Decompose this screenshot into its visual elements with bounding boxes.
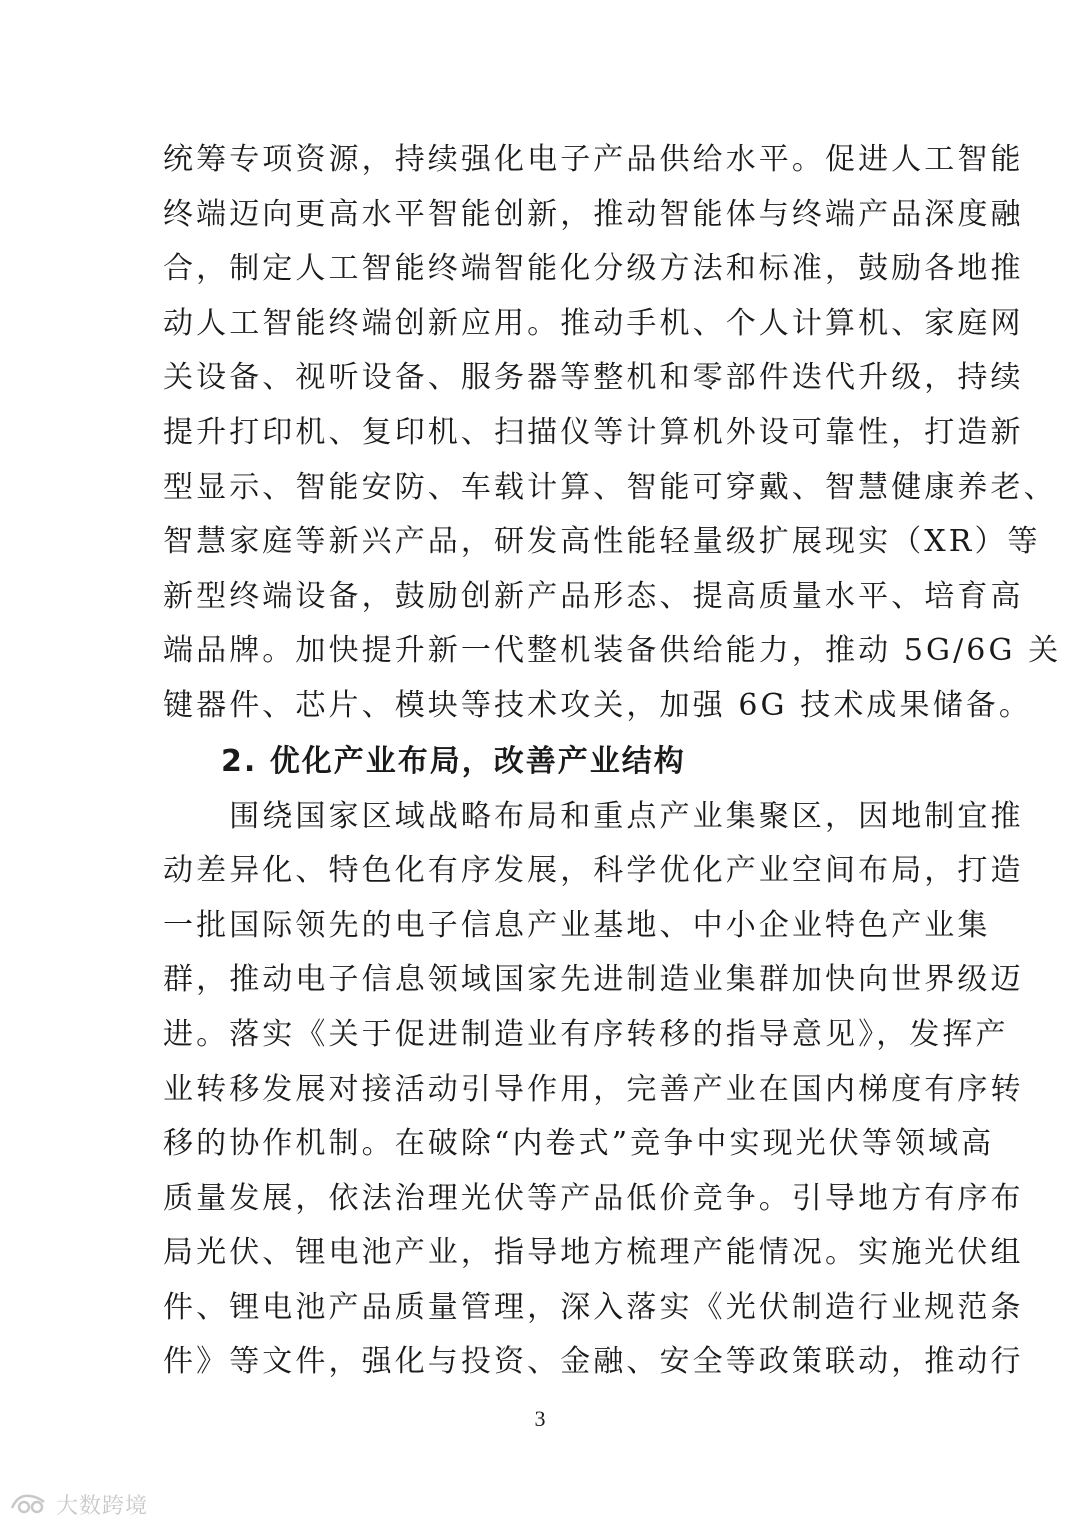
text-line: 型显示、智能安防、车载计算、智能可穿戴、智慧健康养老、 [163, 469, 1057, 505]
text-line: 进。落实《关于促进制造业有序转移的指导意见》，发挥产 [163, 1016, 1009, 1052]
paragraph-2 [163, 790, 1024, 1391]
text-line: 键器件、芯片、模块等技术攻关，加强 6G 技术成果储备。 [163, 687, 1032, 723]
page-number: 3 [534, 1406, 546, 1431]
eye-logo-icon [8, 1490, 52, 1518]
text-line: 合，制定人工智能终端智能化分级方法和标准，鼓励各地推 [163, 251, 1024, 287]
text-line: 局光伏、锂电池产业，指导地方梳理产能情况。实施光伏组 [163, 1235, 1024, 1271]
paragraph-1 [163, 133, 1062, 734]
text-line: 群，推动电子信息领域国家先进制造业集群加快向世界级迈 [163, 962, 1024, 998]
text-line: 件》等文件，强化与投资、金融、安全等政策联动，推动行 [163, 1344, 1024, 1380]
text-line: 提升打印机、复印机、扫描仪等计算机外设可靠性，打造新 [163, 414, 1024, 450]
text-line: 端品牌。加快提升新一代整机装备供给能力，推动 5G/6G 关 [163, 633, 1062, 669]
text-line: 动人工智能终端创新应用。推动手机、个人计算机、家庭网 [163, 305, 1024, 341]
text-line: 动差异化、特色化有序发展，科学优化产业空间布局，打造 [163, 853, 1024, 889]
watermark [8, 1488, 148, 1520]
text-line: 业转移发展对接活动引导作用，完善产业在国内梯度有序转 [163, 1071, 1024, 1107]
section-heading: 2. 优化产业布局，改善产业结构 [221, 743, 686, 779]
text-line: 新型终端设备，鼓励创新产品形态、提高质量水平、培育高 [163, 578, 1024, 614]
text-line: 质量发展，依法治理光伏等产品低价竞争。引导地方有序布 [163, 1180, 1024, 1216]
text-line: 终端迈向更高水平智能创新，推动智能体与终端产品深度融 [163, 196, 1024, 232]
watermark-text: 大数跨境 [56, 1493, 149, 1519]
text-line: 件、锂电池产品质量管理，深入落实《光伏制造行业规范条 [163, 1289, 1024, 1325]
document-body [163, 133, 1062, 1390]
text-line: 移的协作机制。在破除“内卷式”竞争中实现光伏等领域高 [163, 1126, 995, 1162]
text-line: 围绕国家区域战略布局和重点产业集聚区，因地制宜推 [163, 798, 1024, 834]
text-line: 一批国际领先的电子信息产业基地、中小企业特色产业集 [163, 907, 991, 943]
text-line: 关设备、视听设备、服务器等整机和零部件迭代升级，持续 [163, 360, 1024, 396]
text-line: 智慧家庭等新兴产品，研发高性能轻量级扩展现实（XR）等 [163, 524, 1041, 560]
text-line: 统筹专项资源，持续强化电子产品供给水平。促进人工智能 [163, 142, 1024, 177]
